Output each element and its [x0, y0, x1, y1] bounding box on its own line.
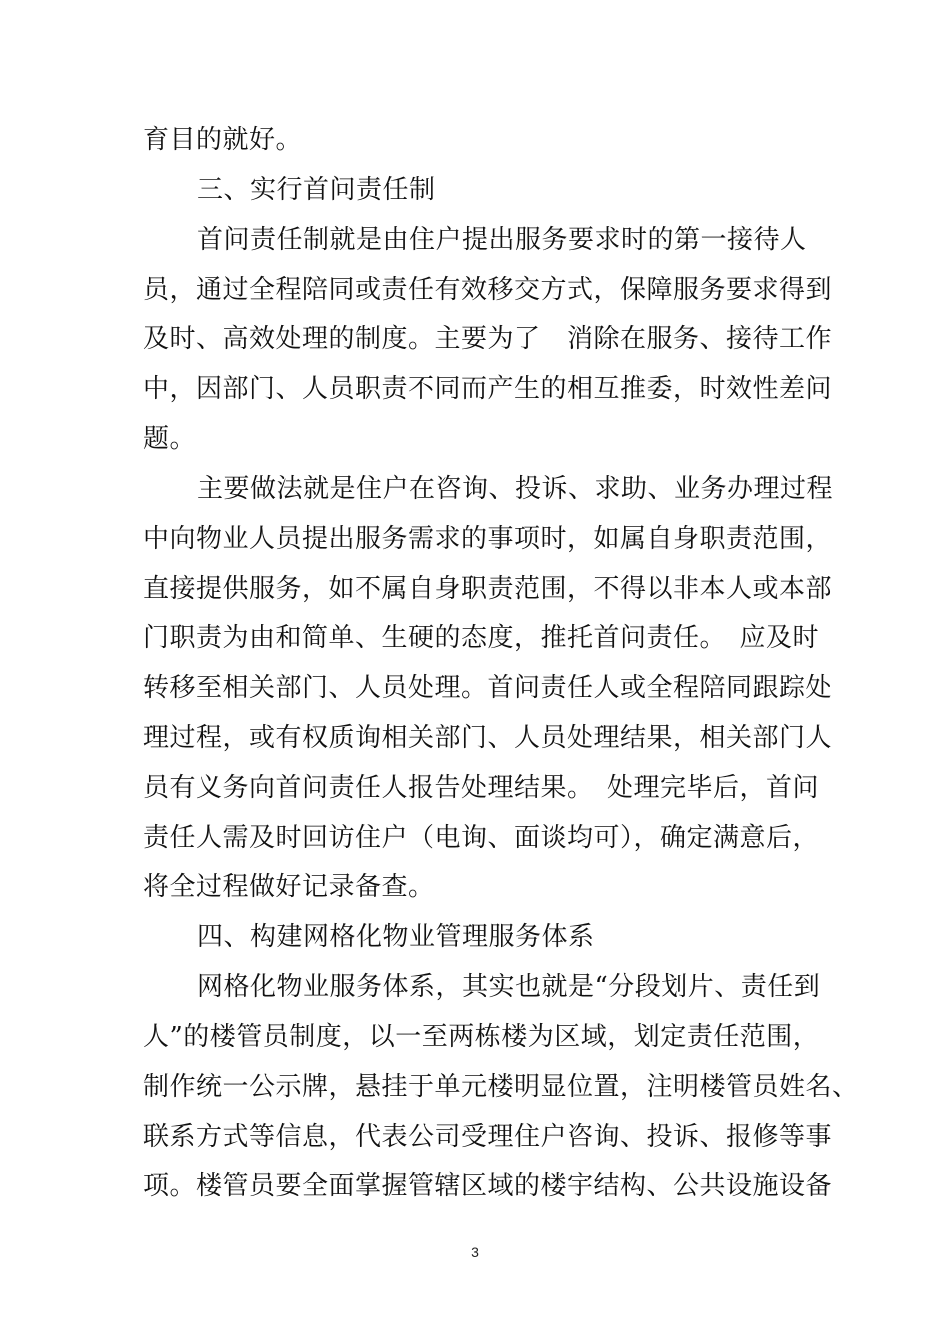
- text-line: 首问责任制就是由住户提出服务要求时的第一接待人: [197, 225, 807, 255]
- text-line: 门职责为由和简单、生硬的态度，推托首问责任。 应及时: [143, 623, 820, 653]
- page-number: 3: [471, 1244, 479, 1260]
- text-line: 人”的楼管员制度，以一至两栋楼为区域，划定责任范围，: [143, 1022, 820, 1052]
- text-line: 育目的就好。: [143, 125, 303, 155]
- text-line: 项。楼管员要全面掌握管辖区域的楼宇结构、公共设施设备: [143, 1171, 833, 1201]
- text-line: 网格化物业服务体系，其实也就是“分段划片、责任到: [197, 972, 821, 1002]
- text-line: 联系方式等信息，代表公司受理住户咨询、投诉、报修等事: [143, 1122, 833, 1152]
- text-line: 题。: [143, 424, 197, 454]
- text-line: 将全过程做好记录备查。: [143, 872, 435, 902]
- text-line: 制作统一公示牌，悬挂于单元楼明显位置，注明楼管员姓名、: [143, 1072, 859, 1102]
- text-line: 中向物业人员提出服务需求的事项时，如属自身职责范围，: [143, 524, 833, 554]
- text-line: 转移至相关部门、人员处理。首问责任人或全程陪同跟踪处: [143, 673, 833, 703]
- text-line: 直接提供服务，如不属自身职责范围，不得以非本人或本部: [143, 574, 833, 604]
- text-line: 责任人需及时回访住户（电询、面谈均可），确定满意后，: [143, 823, 820, 853]
- text-line: 及时、高效处理的制度。主要为了 消除在服务、接待工作: [143, 324, 833, 354]
- text-line: 主要做法就是住户在咨询、投诉、求助、业务办理过程: [197, 474, 834, 504]
- section-heading: 三、实行首问责任制: [197, 175, 436, 205]
- text-line: 理过程，或有权质询相关部门、人员处理结果，相关部门人: [143, 723, 833, 753]
- section-heading: 四、构建网格化物业管理服务体系: [197, 922, 595, 952]
- text-line: 中，因部门、人员职责不同而产生的相互推委，时效性差问: [143, 374, 833, 404]
- text-line: 员，通过全程陪同或责任有效移交方式，保障服务要求得到: [143, 275, 833, 305]
- text-line: 员有义务向首问责任人报告处理结果。 处理完毕后，首问: [143, 773, 820, 803]
